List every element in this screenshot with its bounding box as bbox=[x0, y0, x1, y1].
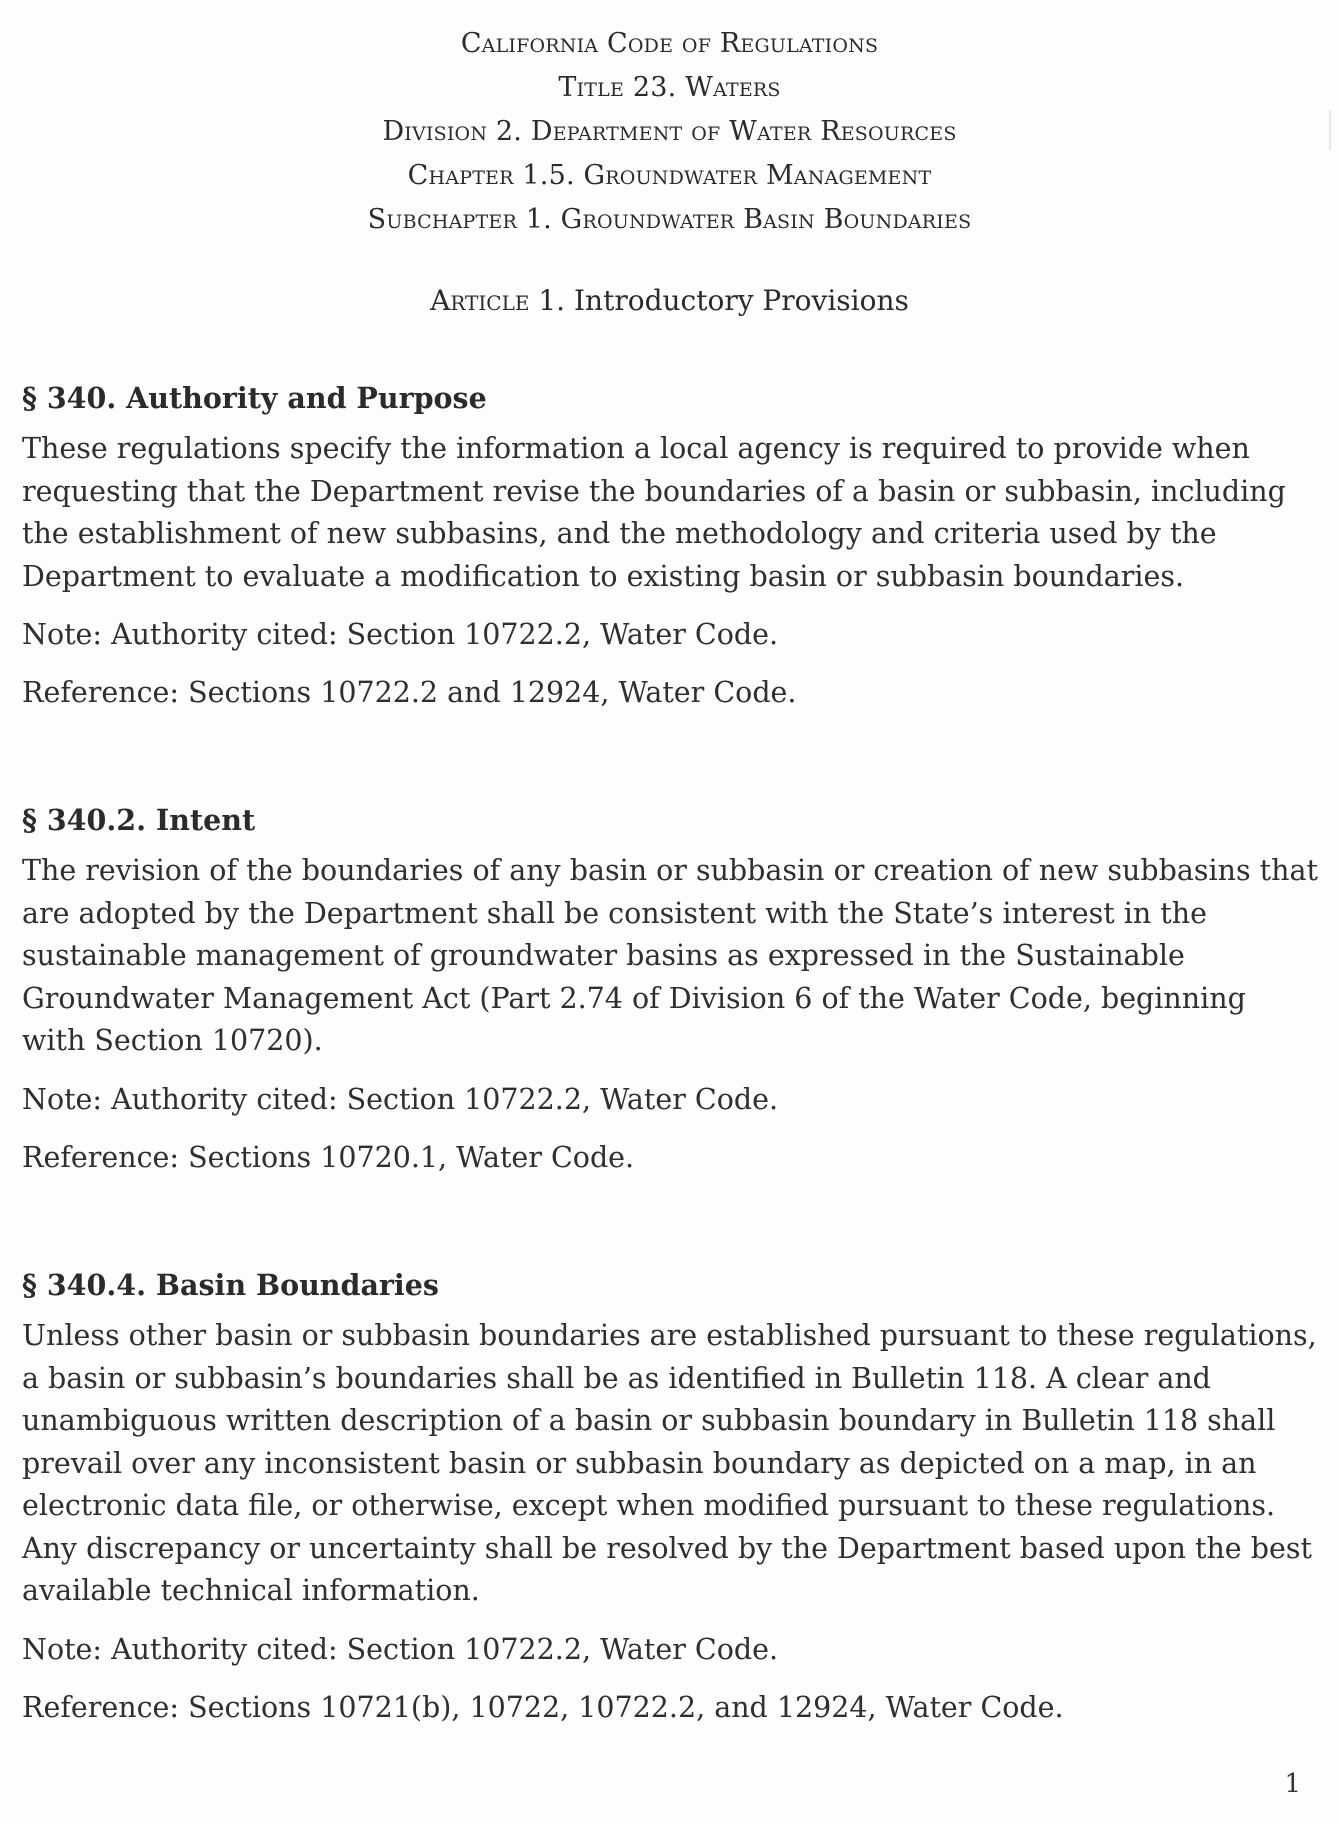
section-reference: Reference: Sections 10720.1, Water Code. bbox=[22, 1140, 635, 1174]
header-line-chapter: Chapter 1.5. Groundwater Management bbox=[407, 160, 932, 191]
document-header bbox=[0, 22, 1339, 242]
page-number: 1 bbox=[1284, 1769, 1301, 1799]
section-body bbox=[22, 1315, 1317, 1613]
section-340-4 bbox=[22, 1265, 1317, 1729]
body-line: prevail over any inconsistent basin or subbasin boundary as depicted on a map, in an bbox=[22, 1446, 1257, 1480]
section-heading: § 340.4. Basin Boundaries bbox=[22, 1268, 439, 1302]
section-reference: Reference: Sections 10722.2 and 12924, Water Code. bbox=[22, 676, 797, 709]
body-line: are adopted by the Department shall be consistent with the State’s interest in the bbox=[22, 896, 1207, 930]
body-line: Any discrepancy or uncertainty shall be resolved by the Department based upon the best bbox=[22, 1531, 1312, 1565]
body-line: requesting that the Department revise the boundaries of a basin or subbasin, including bbox=[22, 474, 1286, 508]
scan-artifact-mark bbox=[1329, 110, 1331, 150]
body-line: a basin or subbasin’s boundaries shall be as identified in Bulletin 118. A clear and bbox=[22, 1361, 1211, 1395]
section-340-2 bbox=[22, 800, 1317, 1179]
body-line: Department to evaluate a modification to existing basin or subbasin boundaries. bbox=[22, 559, 1185, 593]
body-line: available technical information. bbox=[22, 1574, 480, 1607]
article-heading bbox=[0, 281, 1339, 321]
header-line-code: California Code of Regulations bbox=[460, 28, 879, 59]
header-line-division: Division 2. Department of Water Resources bbox=[382, 116, 957, 147]
header-line-title: Title 23. Waters bbox=[558, 72, 781, 103]
body-line: the establishment of new subbasins, and the methodology and criteria used by the bbox=[22, 517, 1217, 550]
section-heading: § 340. Authority and Purpose bbox=[22, 381, 487, 415]
body-line: electronic data file, or otherwise, except when modified pursuant to these regulations. bbox=[22, 1489, 1275, 1522]
body-line: The revision of the boundaries of any basin or subbasin or creation of new subbasins that bbox=[22, 854, 1318, 887]
section-body bbox=[22, 428, 1317, 598]
section-heading: § 340.2. Intent bbox=[22, 803, 256, 837]
body-line: sustainable management of groundwater basins as expressed in the Sustainable bbox=[22, 939, 1185, 972]
body-line: Unless other basin or subbasin boundaries are established pursuant to these regulations, bbox=[22, 1319, 1317, 1352]
body-line: These regulations specify the information a local agency is required to provide when bbox=[22, 432, 1250, 465]
section-reference: Reference: Sections 10721(b), 10722, 10722.2, and 12924, Water Code. bbox=[22, 1690, 1064, 1724]
section-340 bbox=[22, 378, 1317, 714]
section-note: Note: Authority cited: Section 10722.2, Water Code. bbox=[22, 1632, 779, 1666]
body-line: unambiguous written description of a basin or subbasin boundary in Bulletin 118 shall bbox=[22, 1404, 1276, 1437]
article-title: Introductory Provisions bbox=[573, 284, 909, 317]
section-body bbox=[22, 850, 1317, 1063]
section-note: Note: Authority cited: Section 10722.2, Water Code. bbox=[22, 618, 779, 651]
body-line: Groundwater Management Act (Part 2.74 of Division 6 of the Water Code, beginning bbox=[22, 981, 1246, 1015]
body-line: with Section 10720). bbox=[22, 1024, 323, 1057]
article-label: Article 1. bbox=[430, 284, 566, 317]
header-line-subchapter: Subchapter 1. Groundwater Basin Boundaries bbox=[367, 204, 972, 235]
section-note: Note: Authority cited: Section 10722.2, Water Code. bbox=[22, 1082, 779, 1116]
